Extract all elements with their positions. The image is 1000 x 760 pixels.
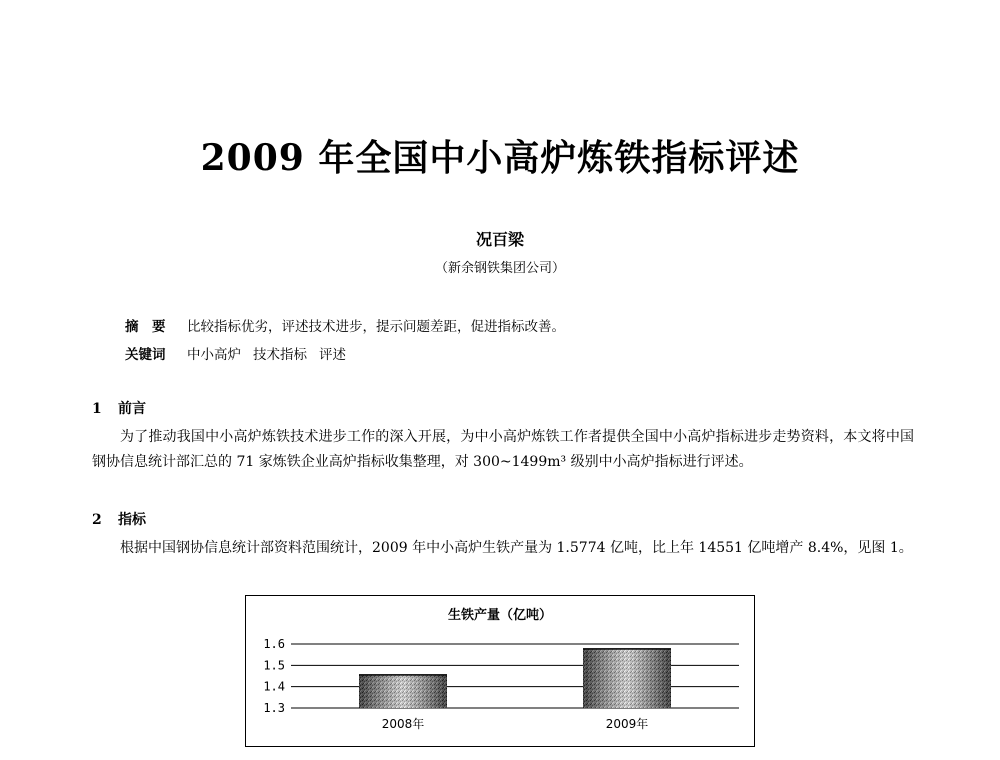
chart-plot bbox=[246, 596, 754, 746]
abstract bbox=[125, 315, 565, 335]
keywords-label: 关键词 bbox=[125, 347, 166, 363]
section-heading bbox=[92, 398, 146, 418]
y-tick-label: 1.4 bbox=[263, 679, 285, 694]
paper-title: 2009 年全国中小高炉炼铁指标评述 bbox=[200, 137, 800, 179]
section-title: 前言 bbox=[118, 401, 146, 417]
keyword: 评述 bbox=[319, 347, 346, 363]
keywords bbox=[125, 343, 358, 363]
abstract-label: 摘 要 bbox=[125, 319, 166, 335]
bar-shading bbox=[359, 675, 447, 708]
figure-1-chart bbox=[245, 595, 755, 747]
y-tick-label: 1.3 bbox=[263, 701, 285, 715]
author-affiliation: （新余钢铁集团公司） bbox=[434, 261, 565, 276]
chart-title: 生铁产量（亿吨） bbox=[447, 608, 552, 623]
section-number: 1 bbox=[92, 401, 102, 417]
bar-shading bbox=[583, 649, 671, 708]
y-tick-label: 1.6 bbox=[263, 637, 285, 651]
author-name: 况百梁 bbox=[475, 230, 524, 249]
x-tick-label: 2008年 bbox=[381, 717, 425, 731]
abstract-text: 比较指标优劣，评述技术进步，提示问题差距，促进指标改善。 bbox=[187, 319, 565, 335]
section-paragraph: 为了推动我国中小高炉炼铁技术进步工作的深入开展，为中小高炉炼铁工作者提供全国中小高炉指标进步走势资料，本文将中国钢协信息统计部汇总的 71 家炼铁企业高炉指标收集整理，对 300~1499m³ 级别中小高炉指标进行评述。 bbox=[92, 429, 914, 470]
y-tick-label: 1.5 bbox=[263, 658, 285, 673]
keyword: 中小高炉 bbox=[187, 347, 241, 363]
keyword: 技术指标 bbox=[253, 347, 307, 363]
x-tick-label: 2009年 bbox=[605, 717, 649, 731]
section-paragraph: 根据中国钢协信息统计部资料范围统计，2009 年中小高炉生铁产量为 1.5774 亿吨，比上年 14551 亿吨增产 8.4%，见图 1。 bbox=[120, 540, 913, 556]
section-number: 2 bbox=[92, 512, 102, 528]
section-title: 指标 bbox=[118, 512, 146, 528]
section-heading bbox=[92, 509, 146, 529]
